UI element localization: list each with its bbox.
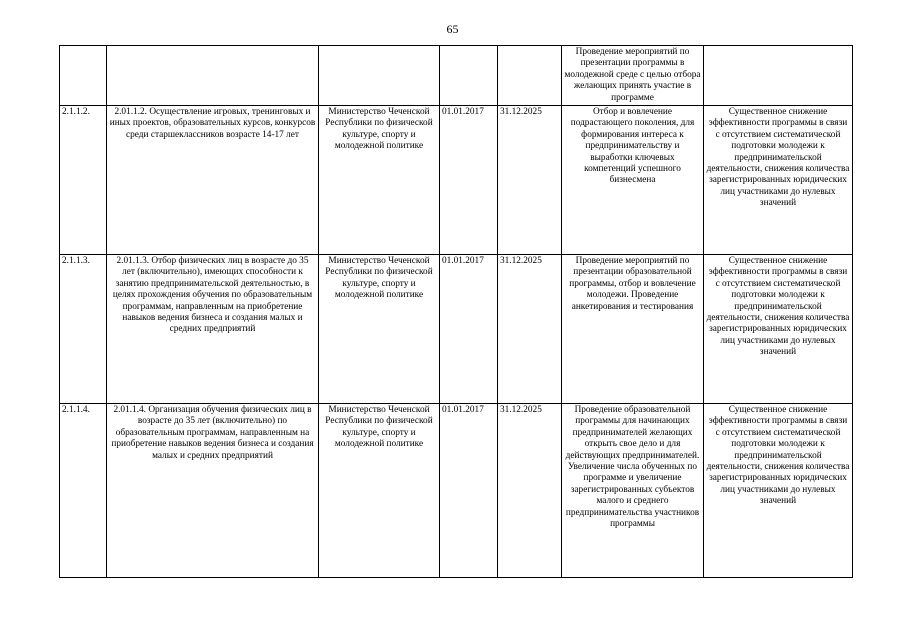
table-row	[60, 106, 853, 255]
table-row	[60, 255, 853, 404]
consequence-cell: Существенное снижение эффективности программы в связи с отсутствием систематической подготовки молодежи к предпринимательской деятельности, снижения количества зарегистрированных юридических лиц участниками до нулевых значений	[704, 404, 853, 578]
table-row	[60, 404, 853, 578]
start-date-cell: 01.01.2017	[440, 255, 498, 404]
measure-number-cell: 2.1.1.3.	[60, 255, 107, 404]
measure-number-cell	[60, 46, 107, 106]
measure-number-cell: 2.1.1.4.	[60, 404, 107, 578]
end-date-cell: 31.12.2025	[498, 255, 562, 404]
consequence-cell	[704, 46, 853, 106]
end-date-cell	[498, 46, 562, 106]
executor-cell	[319, 46, 440, 106]
page-number: 65	[446, 22, 459, 36]
executor-cell: Министерство Чеченской Республики по физической культуре, спорту и молодежной политике	[319, 404, 440, 578]
measure-name-cell: 2.01.1.4. Организация обучения физических лиц в возрасте до 35 лет (включительно) по образовательным программам, направленным на приобретение навыков ведения бизнеса и создания малых и средних предприятий	[107, 404, 319, 578]
expected-result-cell: Проведение мероприятий по презентации программы в молодежной среде с целью отбора желающих принять участие в программе	[562, 46, 704, 106]
measure-name-cell	[107, 46, 319, 106]
start-date-cell	[440, 46, 498, 106]
table-row	[60, 46, 853, 106]
start-date-cell: 01.01.2017	[440, 106, 498, 255]
measure-name-cell: 2.01.1.3. Отбор физических лиц в возрасте до 35 лет (включительно), имеющих способности к занятию предпринимательской деятельностью, в целях прохождения обучения по образовательным программам, направленным на приобретение навыков ведения бизнеса и создания малых и средних предприятий	[107, 255, 319, 404]
executor-cell: Министерство Чеченской Республики по физической культуре, спорту и молодежной политике	[319, 106, 440, 255]
start-date-cell: 01.01.2017	[440, 404, 498, 578]
end-date-cell: 31.12.2025	[498, 106, 562, 255]
consequence-cell: Существенное снижение эффективности программы в связи с отсутствием систематической подготовки молодежи к предпринимательской деятельности, снижения количества зарегистрированных юридических лиц участниками до нулевых значений	[704, 106, 853, 255]
expected-result-cell: Проведение мероприятий по презентации образовательной программы, отбор и вовлечение молодежи. Проведение анкетирования и тестирования	[562, 255, 704, 404]
program-measures-table	[59, 45, 853, 578]
measure-name-cell: 2.01.1.2. Осуществление игровых, тренинговых и иных проектов, образовательных курсов, конкурсов среди старшеклассников возрасте 14-17 лет	[107, 106, 319, 255]
measure-number-cell: 2.1.1.2.	[60, 106, 107, 255]
expected-result-cell: Проведение образовательной программы для начинающих предпринимателей желающих открыть свое дело и для действующих предпринимателей. Увеличение числа обученных по программе и увеличение зарегистрированных субъектов малого и среднего предпринимательства участников программы	[562, 404, 704, 578]
end-date-cell: 31.12.2025	[498, 404, 562, 578]
consequence-cell: Существенное снижение эффективности программы в связи с отсутствием систематической подготовки молодежи к предпринимательской деятельности, снижения количества зарегистрированных юридических лиц участниками до нулевых значений	[704, 255, 853, 404]
executor-cell: Министерство Чеченской Республики по физической культуре, спорту и молодежной политике	[319, 255, 440, 404]
expected-result-cell: Отбор и вовлечение подрастающего поколения, для формирования интереса к предпринимательству и выработки ключевых компетенций успешного бизнесмена	[562, 106, 704, 255]
